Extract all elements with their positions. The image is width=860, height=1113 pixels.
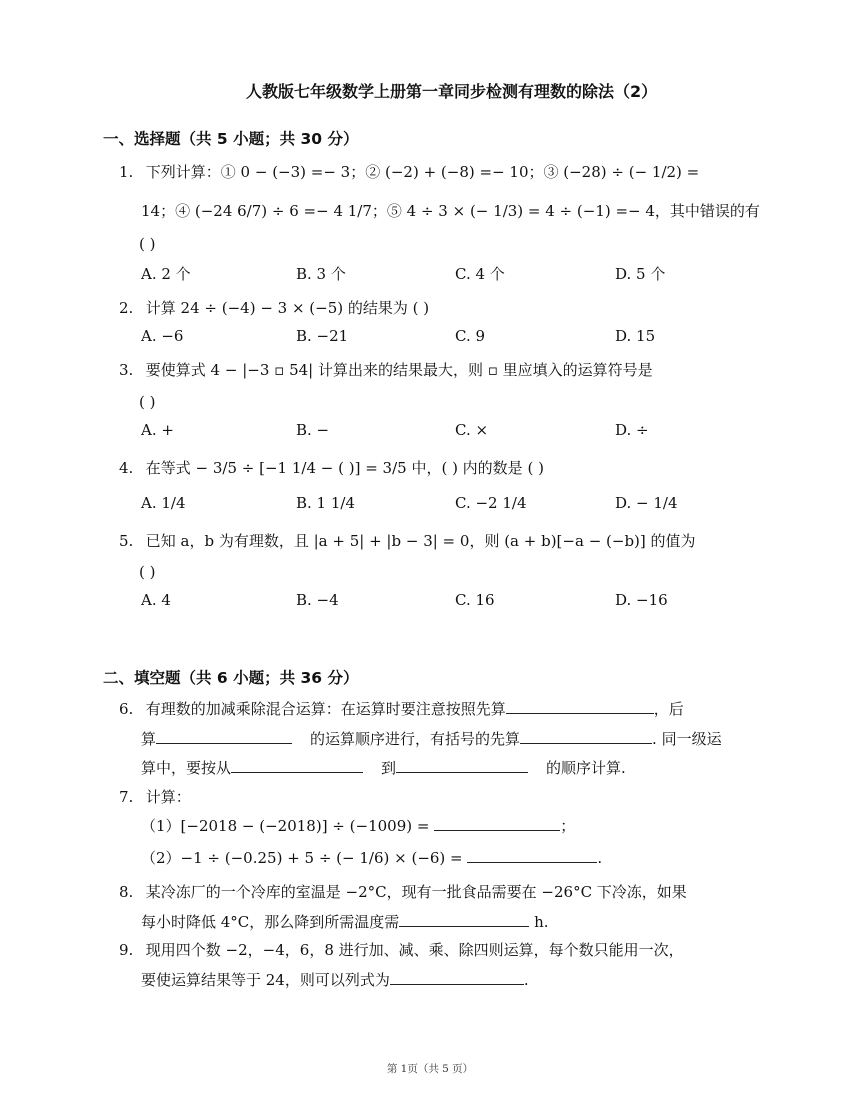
q1-option-c: C. 4 个 bbox=[455, 265, 505, 283]
q4-option-a: A. 1/4 bbox=[141, 494, 186, 512]
q3-option-b: B. − bbox=[296, 421, 330, 439]
q3-option-a: A. + bbox=[141, 421, 174, 439]
question-text: 已知 a，b 为有理数，且 |a + 5| + |b − 3| = 0，则 (a + b)[−a − (−b)] 的值为 bbox=[145, 532, 696, 550]
question-text: 有理数的加减乘除混合运算：在运算时要注意按照先算 bbox=[145, 700, 506, 718]
q4-option-b: B. 1 1/4 bbox=[296, 494, 356, 512]
question-9-line-1 bbox=[119, 940, 684, 960]
question-text: 的顺序计算. bbox=[546, 759, 626, 777]
question-number: 3. bbox=[119, 361, 134, 379]
question-5-line-1 bbox=[119, 531, 696, 551]
question-text: 要使运算结果等于 24，则可以列式为 bbox=[141, 971, 390, 989]
q2-option-b: B. −21 bbox=[296, 327, 349, 345]
question-text: 算 bbox=[141, 730, 157, 748]
question-3-line-1 bbox=[119, 360, 653, 380]
question-6-line-2 bbox=[141, 729, 722, 749]
q5-option-b: B. −4 bbox=[296, 591, 339, 609]
q3-option-c: C. × bbox=[455, 421, 489, 439]
answer-blank[interactable] bbox=[156, 729, 292, 744]
question-7-part-2 bbox=[141, 848, 602, 868]
question-text: （2）−1 ÷ (−0.25) + 5 ÷ (− 1/6) × (−6) = bbox=[141, 849, 463, 867]
q5-option-a: A. 4 bbox=[141, 591, 171, 609]
question-8-line-1 bbox=[119, 882, 687, 902]
answer-blank[interactable] bbox=[399, 912, 529, 927]
question-text: . bbox=[523, 971, 529, 989]
answer-blank[interactable] bbox=[467, 848, 597, 863]
q2-option-a: A. −6 bbox=[141, 327, 184, 345]
q4-option-c: C. −2 1/4 bbox=[455, 494, 527, 512]
answer-blank[interactable] bbox=[520, 729, 652, 744]
question-number: 9. bbox=[119, 941, 134, 959]
question-text: 到 bbox=[381, 759, 397, 777]
question-text: ，后 bbox=[653, 700, 684, 718]
question-number: 1. bbox=[119, 163, 134, 181]
answer-blank[interactable] bbox=[231, 758, 363, 773]
q5-option-c: C. 16 bbox=[455, 591, 495, 609]
question-text: ； bbox=[560, 817, 576, 835]
q4-option-d: D. − 1/4 bbox=[615, 494, 678, 512]
answer-blank[interactable] bbox=[390, 970, 524, 985]
question-3-answer-paren: ( ) bbox=[139, 393, 156, 411]
answer-blank[interactable] bbox=[506, 699, 654, 714]
question-text: （1）[−2018 − (−2018)] ÷ (−1009) = bbox=[141, 817, 430, 835]
question-1-line-1 bbox=[119, 162, 699, 182]
question-text: 下列计算：① 0 − (−3) =− 3；② (−2) + (−8) =− 10；③ (−28) ÷ (− 1/2) = bbox=[145, 163, 700, 181]
question-5-answer-paren: ( ) bbox=[139, 563, 156, 581]
question-number: 4. bbox=[119, 459, 134, 477]
question-text: 算中，要按从 bbox=[141, 759, 232, 777]
question-text: 要使算式 4 − |−3 ▫ 54| 计算出来的结果最大，则 ▫ 里应填入的运算符号是 bbox=[145, 361, 653, 379]
page-title: 人教版七年级数学上册第一章同步检测有理数的除法（2） bbox=[246, 82, 658, 101]
q1-option-a: A. 2 个 bbox=[141, 265, 191, 283]
q2-option-c: C. 9 bbox=[455, 327, 486, 345]
q1-option-b: B. 3 个 bbox=[296, 265, 346, 283]
q3-option-d: D. ÷ bbox=[615, 421, 649, 439]
q2-option-d: D. 15 bbox=[615, 327, 656, 345]
q5-option-d: D. −16 bbox=[615, 591, 668, 609]
question-text: 计算 24 ÷ (−4) − 3 × (−5) 的结果为 ( ) bbox=[145, 299, 430, 317]
question-text: 的运算顺序进行，有括号的先算 bbox=[310, 730, 521, 748]
q1-option-d: D. 5 个 bbox=[615, 265, 666, 283]
question-1-answer-paren: ( ) bbox=[139, 235, 156, 253]
question-1-line-2: 14；④ (−24 6/7) ÷ 6 =− 4 1/7；⑤ 4 ÷ 3 × (− 1/3) = 4 ÷ (−1) =− 4，其中错误的有 bbox=[141, 202, 760, 220]
section-choice-heading: 一、选择题（共 5 小题；共 30 分） bbox=[103, 130, 359, 148]
question-text: 现用四个数 −2，−4，6，8 进行加、减、乘、除四则运算，每个数只能用一次， bbox=[145, 941, 684, 959]
question-6-line-3 bbox=[141, 758, 626, 778]
question-text: 计算： bbox=[145, 788, 191, 806]
page-footer: 第 1页（共 5 页） bbox=[386, 1063, 474, 1075]
question-text: 在等式 − 3/5 ÷ [−1 1/4 − ( )] = 3/5 中，( ) 内的数是 ( ) bbox=[145, 459, 544, 477]
question-2-line-1 bbox=[119, 298, 429, 318]
question-6-line-1 bbox=[119, 699, 684, 719]
question-8-line-2 bbox=[141, 912, 549, 932]
answer-blank[interactable] bbox=[396, 758, 528, 773]
section-fill-heading: 二、填空题（共 6 小题；共 36 分） bbox=[103, 669, 359, 687]
question-text: h. bbox=[534, 913, 549, 931]
answer-blank[interactable] bbox=[434, 816, 560, 831]
question-number: 5. bbox=[119, 532, 134, 550]
question-7-line-1 bbox=[119, 787, 191, 807]
question-number: 7. bbox=[119, 788, 134, 806]
question-number: 8. bbox=[119, 883, 134, 901]
question-9-line-2 bbox=[141, 970, 529, 990]
question-text: 某冷冻厂的一个冷库的室温是 −2°C，现有一批食品需要在 −26°C 下冷冻，如果 bbox=[145, 883, 687, 901]
question-text: . bbox=[597, 849, 603, 867]
question-4-line-1 bbox=[119, 458, 544, 478]
question-text: 每小时降低 4°C，那么降到所需温度需 bbox=[141, 913, 400, 931]
question-number: 6. bbox=[119, 700, 134, 718]
question-7-part-1 bbox=[141, 816, 575, 836]
question-number: 2. bbox=[119, 299, 134, 317]
question-text: . 同一级运 bbox=[652, 730, 722, 748]
